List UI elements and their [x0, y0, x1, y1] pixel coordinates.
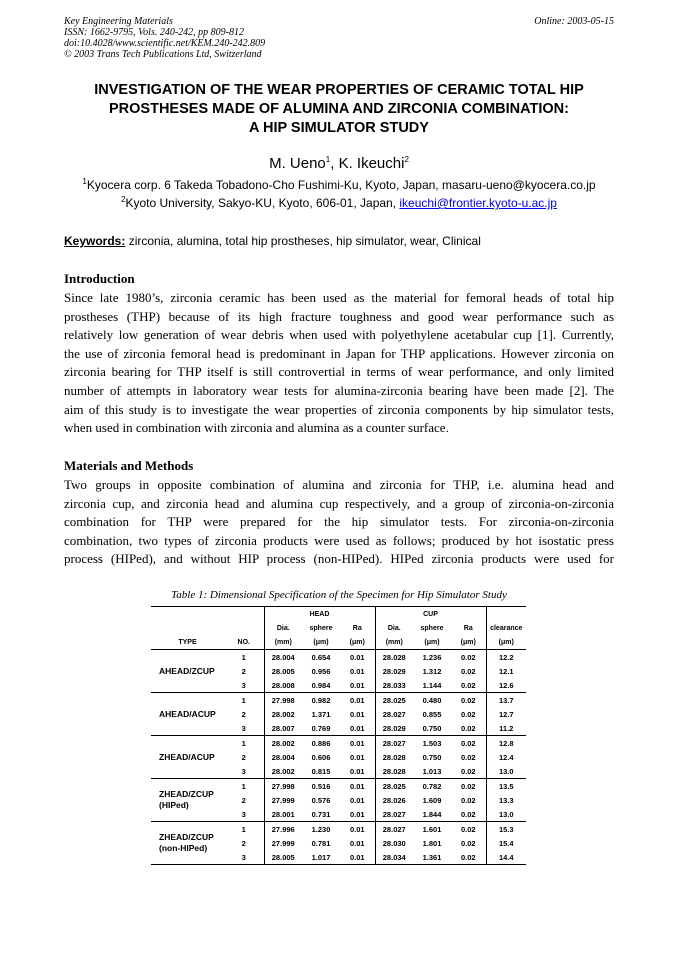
head-sphere-value: 1.017: [302, 850, 340, 865]
cup-sphere-value: 0.750: [422, 723, 442, 733]
publication-metadata: [64, 16, 265, 60]
specimen-table: [151, 606, 526, 865]
head-sphere-unit: (μm): [302, 635, 340, 650]
paragraph-line: number of attempts in laboratory wear tests for alumina-zirconia bearing have been made [2]. The: [64, 382, 614, 398]
doi-line: doi:10.4028/www.scientific.net/KEM.240-242.809: [64, 38, 266, 49]
materials-heading: Materials and Methods: [64, 458, 194, 473]
head-sphere-value: 0.982: [302, 693, 340, 708]
cup-sphere-value: 1.236: [422, 652, 442, 662]
clearance-header: clearance: [486, 621, 526, 635]
head-dia-value: 27.998: [264, 693, 302, 708]
paragraph-line: Since late 1980’s, zirconia ceramic has been used as the material for femoral heads of total hip: [64, 290, 614, 305]
head-dia-value: 28.001: [264, 807, 302, 822]
cup-ra-value: 0.02: [451, 779, 486, 794]
head-ra-value: 0.01: [349, 680, 365, 690]
title-line-1: INVESTIGATION OF THE WEAR PROPERTIES OF CERAMIC TOTAL HIP: [94, 82, 584, 98]
head-sphere-value: 0.984: [311, 680, 331, 690]
cup-sphere-value: 1.844: [422, 809, 442, 819]
row-number: 3: [224, 850, 264, 865]
head-sphere-value: 0.781: [311, 838, 331, 848]
cup-ra-value: 0.02: [451, 736, 486, 751]
head-dia-value: 28.004: [264, 750, 302, 764]
row-number: 3: [241, 809, 246, 819]
head-ra-unit: (μm): [340, 635, 375, 650]
cup-dia-value: 28.029: [375, 721, 413, 736]
specimen-type-cell: [151, 779, 224, 822]
clearance-value: 12.1: [486, 664, 526, 678]
head-sphere-value: 0.516: [302, 779, 340, 794]
cup-ra-value: 0.02: [460, 809, 476, 819]
author-2-affil-mark: 2: [404, 155, 409, 164]
introduction-heading: Introduction: [64, 271, 135, 286]
cup-dia-value: 28.034: [375, 850, 413, 865]
cup-sphere-value: 0.855: [422, 709, 442, 719]
cup-ra-value: 0.02: [451, 822, 486, 837]
cup-dia-value: 28.028: [375, 764, 413, 779]
head-ra-value: 0.01: [349, 666, 365, 676]
cup-dia-value: 28.030: [375, 836, 413, 850]
head-dia-value: 28.002: [264, 764, 302, 779]
cup-dia-value: 28.025: [375, 779, 413, 794]
copyright-line: © 2003 Trans Tech Publications Ltd, Switzerland: [64, 49, 262, 60]
head-dia-value: 28.004: [264, 650, 302, 665]
paragraph-line: the use of zirconia femoral head is predominant in Japan for THP applications. However zirconia on: [64, 345, 614, 361]
cup-dia-value: 28.027: [375, 707, 413, 721]
cup-sphere-value: 1.801: [422, 838, 442, 848]
head-dia-value: 27.999: [264, 836, 302, 850]
type-header: TYPE: [151, 635, 224, 650]
no-header: NO.: [224, 635, 264, 650]
row-number: 1: [224, 779, 264, 794]
clearance-value: 12.4: [486, 750, 526, 764]
cup-ra-value: 0.02: [460, 752, 476, 762]
table-unit-row: [151, 635, 526, 650]
journal-name: Key Engineering Materials: [64, 16, 173, 27]
clearance-value: 12.6: [486, 678, 526, 693]
affiliation-1-text: Kyocera corp. 6 Takeda Tobadono-Cho Fushimi-Ku, Kyoto, Japan, masaru-ueno@kyocera.co.jp: [86, 178, 596, 192]
head-dia-value: 28.005: [264, 850, 302, 865]
head-sphere-value: 1.230: [302, 822, 340, 837]
head-ra-value: 0.01: [349, 709, 365, 719]
head-ra-value: 0.01: [349, 795, 365, 805]
head-ra-value: 0.01: [349, 752, 365, 762]
head-sphere-value: 1.371: [311, 709, 331, 719]
specimen-type-cell: [151, 650, 224, 693]
cup-ra-header: Ra: [463, 624, 473, 632]
clearance-unit: (μm): [486, 635, 526, 650]
title-line-2: PROSTHESES MADE OF ALUMINA AND ZIRCONIA COMBINATION:: [109, 101, 569, 117]
cup-dia-value: 28.028: [375, 650, 413, 665]
paper-title: [40, 81, 638, 138]
author-1-affil-mark: 1: [325, 155, 331, 164]
clearance-value: 13.0: [486, 807, 526, 822]
row-number: 2: [241, 752, 246, 762]
head-sphere-value: 0.815: [311, 766, 331, 776]
cup-ra-value: 0.02: [460, 723, 476, 733]
specimen-type-label: ZHEAD/ZCUP: [159, 832, 214, 842]
keywords-label: Keywords:: [64, 234, 126, 248]
head-dia-value: 28.008: [264, 678, 302, 693]
cup-dia-value: 28.028: [375, 750, 413, 764]
row-number: 1: [224, 736, 264, 751]
paragraph-line: prostheses (THP) because of its high fracture toughness and good wear performance such as: [64, 308, 614, 324]
row-number: 3: [241, 680, 246, 690]
specimen-type-note: (HIPed): [159, 800, 189, 810]
cup-sphere-value: 1.013: [422, 766, 442, 776]
affiliation-2-email-link[interactable]: ikeuchi@frontier.kyoto-u.ac.jp: [399, 196, 557, 210]
head-ra-value: 0.01: [340, 850, 375, 865]
head-dia-value: 28.005: [264, 664, 302, 678]
cup-sphere-value: 0.750: [422, 752, 442, 762]
affiliation-2: [0, 196, 678, 210]
specimen-type-note: (non-HIPed): [159, 843, 208, 853]
clearance-value: 13.7: [486, 693, 526, 708]
row-number: 2: [241, 795, 246, 805]
head-dia-value: 28.007: [264, 721, 302, 736]
cup-dia-value: 28.027: [375, 807, 413, 822]
affiliation-2-mark: 2: [121, 195, 126, 204]
author-2: K. Ikeuchi: [338, 155, 405, 172]
row-number: 2: [241, 709, 246, 719]
introduction-paragraph: [64, 289, 614, 438]
head-sphere-value: 0.731: [311, 809, 331, 819]
cup-ra-value: 0.02: [460, 652, 476, 662]
cup-ra-value: 0.02: [460, 709, 476, 719]
affiliation-1: [0, 178, 678, 192]
clearance-value: 14.4: [486, 850, 526, 865]
clearance-value: 15.4: [486, 836, 526, 850]
issn-line: ISSN: 1662-9795, Vols. 240-242, pp 809-812: [64, 27, 244, 38]
clearance-value: 12.8: [486, 736, 526, 751]
head-sphere-value: 0.576: [311, 795, 331, 805]
specimen-type-cell: [151, 693, 224, 736]
row-number: 2: [241, 838, 246, 848]
cup-dia-unit: (mm): [375, 635, 413, 650]
specimen-type-cell: [151, 822, 224, 865]
specimen-type-label: AHEAD/ZCUP: [159, 665, 215, 676]
clearance-value: 11.2: [486, 721, 526, 736]
row-number: 1: [241, 652, 246, 662]
cup-dia-value: 28.027: [375, 736, 413, 751]
head-ra-value: 0.01: [340, 736, 375, 751]
table-row: [151, 736, 526, 751]
clearance-value: 13.0: [486, 764, 526, 779]
table-row: [151, 693, 526, 708]
cup-sphere-value: 1.503: [413, 736, 451, 751]
head-dia-value: 27.999: [264, 793, 302, 807]
clearance-value: 12.7: [486, 707, 526, 721]
cup-dia-value: 28.033: [375, 678, 413, 693]
cup-dia-header: Dia.: [375, 621, 413, 635]
cup-ra-value: 0.02: [460, 838, 476, 848]
specimen-type-label: ZHEAD/ZCUP: [159, 789, 214, 799]
table-group-header-row: [151, 607, 526, 622]
keywords-text: zirconia, alumina, total hip prostheses, hip simulator, wear, Clinical: [125, 234, 481, 248]
cup-dia-value: 28.026: [375, 793, 413, 807]
paragraph-line: relatively low generation of wear debris when used with polyethylene acetabular cup [1]. Currently,: [64, 327, 614, 343]
table-row: [151, 779, 526, 794]
cup-sphere-value: 1.361: [413, 850, 451, 865]
cup-sphere-value: 0.480: [413, 693, 451, 708]
head-ra-value: 0.01: [349, 723, 365, 733]
head-ra-value: 0.01: [349, 838, 365, 848]
head-dia-value: 27.998: [264, 779, 302, 794]
cup-dia-value: 28.029: [375, 664, 413, 678]
table-caption: Table 1: Dimensional Specification of the Specimen for Hip Simulator Study: [171, 589, 507, 601]
affiliation-1-mark: 1: [82, 177, 87, 186]
title-line-3: A HIP SIMULATOR STUDY: [249, 120, 429, 136]
cup-ra-value: 0.02: [460, 680, 476, 690]
paragraph-line: when used in combination with zirconia and alumina as a counter surface.: [64, 420, 449, 436]
paragraph-line: zirconia cup, and zirconia head and alumina cup respectively, and a group of zirconia-on-zirconia: [64, 495, 614, 511]
head-group-header: HEAD: [264, 607, 375, 622]
paragraph-line: Two groups in opposite combination of alumina and zirconia for THP, i.e. alumina head and: [64, 477, 614, 492]
head-ra-value: 0.01: [340, 822, 375, 837]
cup-ra-value: 0.02: [460, 795, 476, 805]
clearance-value: 13.5: [486, 779, 526, 794]
head-sphere-header: sphere: [309, 624, 333, 632]
cup-ra-unit: (μm): [451, 635, 486, 650]
row-number: 1: [224, 822, 264, 837]
cup-sphere-unit: (μm): [413, 635, 451, 650]
row-number: 2: [241, 666, 246, 676]
cup-ra-value: 0.02: [460, 666, 476, 676]
row-number: 3: [241, 766, 246, 776]
specimen-type-label: ZHEAD/ACUP: [159, 751, 215, 762]
clearance-value: 13.3: [486, 793, 526, 807]
head-dia-unit: (mm): [264, 635, 302, 650]
head-sphere-value: 0.654: [311, 652, 331, 662]
cup-ra-value: 0.02: [451, 850, 486, 865]
materials-paragraph: [64, 476, 614, 569]
cup-ra-value: 0.02: [451, 693, 486, 708]
author-line: [0, 155, 678, 172]
keywords: [64, 234, 481, 248]
head-ra-value: 0.01: [349, 809, 365, 819]
clearance-value: 12.2: [486, 650, 526, 665]
author-1: M. Ueno: [269, 155, 326, 172]
head-ra-value: 0.01: [349, 652, 365, 662]
cup-sphere-value: 1.601: [413, 822, 451, 837]
head-dia-value: 28.002: [264, 707, 302, 721]
head-dia-value: 27.996: [264, 822, 302, 837]
table-row: [151, 650, 526, 665]
specimen-type-label: AHEAD/ACUP: [159, 708, 216, 719]
specimen-type-cell: [151, 736, 224, 779]
head-sphere-value: 0.886: [302, 736, 340, 751]
author-separator: ,: [330, 155, 339, 172]
head-ra-header: Ra: [352, 624, 362, 632]
cup-sphere-value: 0.782: [413, 779, 451, 794]
cup-dia-value: 28.025: [375, 693, 413, 708]
paragraph-line: zirconia bearing for THP itself is still controvertial in terms of wear performance, and only limited: [64, 364, 614, 380]
cup-sphere-header: sphere: [420, 624, 444, 632]
cup-group-header: CUP: [375, 607, 486, 622]
head-ra-value: 0.01: [349, 766, 365, 776]
affiliation-2-text: Kyoto University, Sakyo-KU, Kyoto, 606-01, Japan,: [125, 196, 400, 210]
cup-dia-value: 28.027: [375, 822, 413, 837]
head-sphere-value: 0.956: [311, 666, 331, 676]
row-number: 3: [241, 723, 246, 733]
online-date: Online: 2003-05-15: [534, 16, 614, 27]
head-dia-value: 28.002: [264, 736, 302, 751]
table-row: [151, 822, 526, 837]
cup-sphere-value: 1.312: [422, 666, 442, 676]
paragraph-line: process (HIPed), and without HIP process (non-HIPed). HIPed zirconia products were used for: [64, 551, 614, 567]
clearance-value: 15.3: [486, 822, 526, 837]
cup-sphere-value: 1.144: [422, 680, 442, 690]
paragraph-line: combination, two types of zirconia products were used as follows; produced by hot isostatic press: [64, 532, 614, 548]
head-ra-value: 0.01: [340, 779, 375, 794]
cup-sphere-value: 1.609: [422, 795, 442, 805]
head-sphere-value: 0.769: [311, 723, 331, 733]
head-sphere-value: 0.606: [311, 752, 331, 762]
cup-ra-value: 0.02: [460, 766, 476, 776]
head-ra-value: 0.01: [340, 693, 375, 708]
paragraph-line: aim of this study is to investigate the wear properties of zirconia components by hip simulator tests,: [64, 401, 614, 417]
head-dia-header: Dia.: [264, 621, 302, 635]
row-number: 1: [224, 693, 264, 708]
paragraph-line: combination for THP were prepared for the hip simulator tests. For zirconia-on-zirconia: [64, 514, 614, 530]
table-subheader-row: [151, 621, 526, 635]
